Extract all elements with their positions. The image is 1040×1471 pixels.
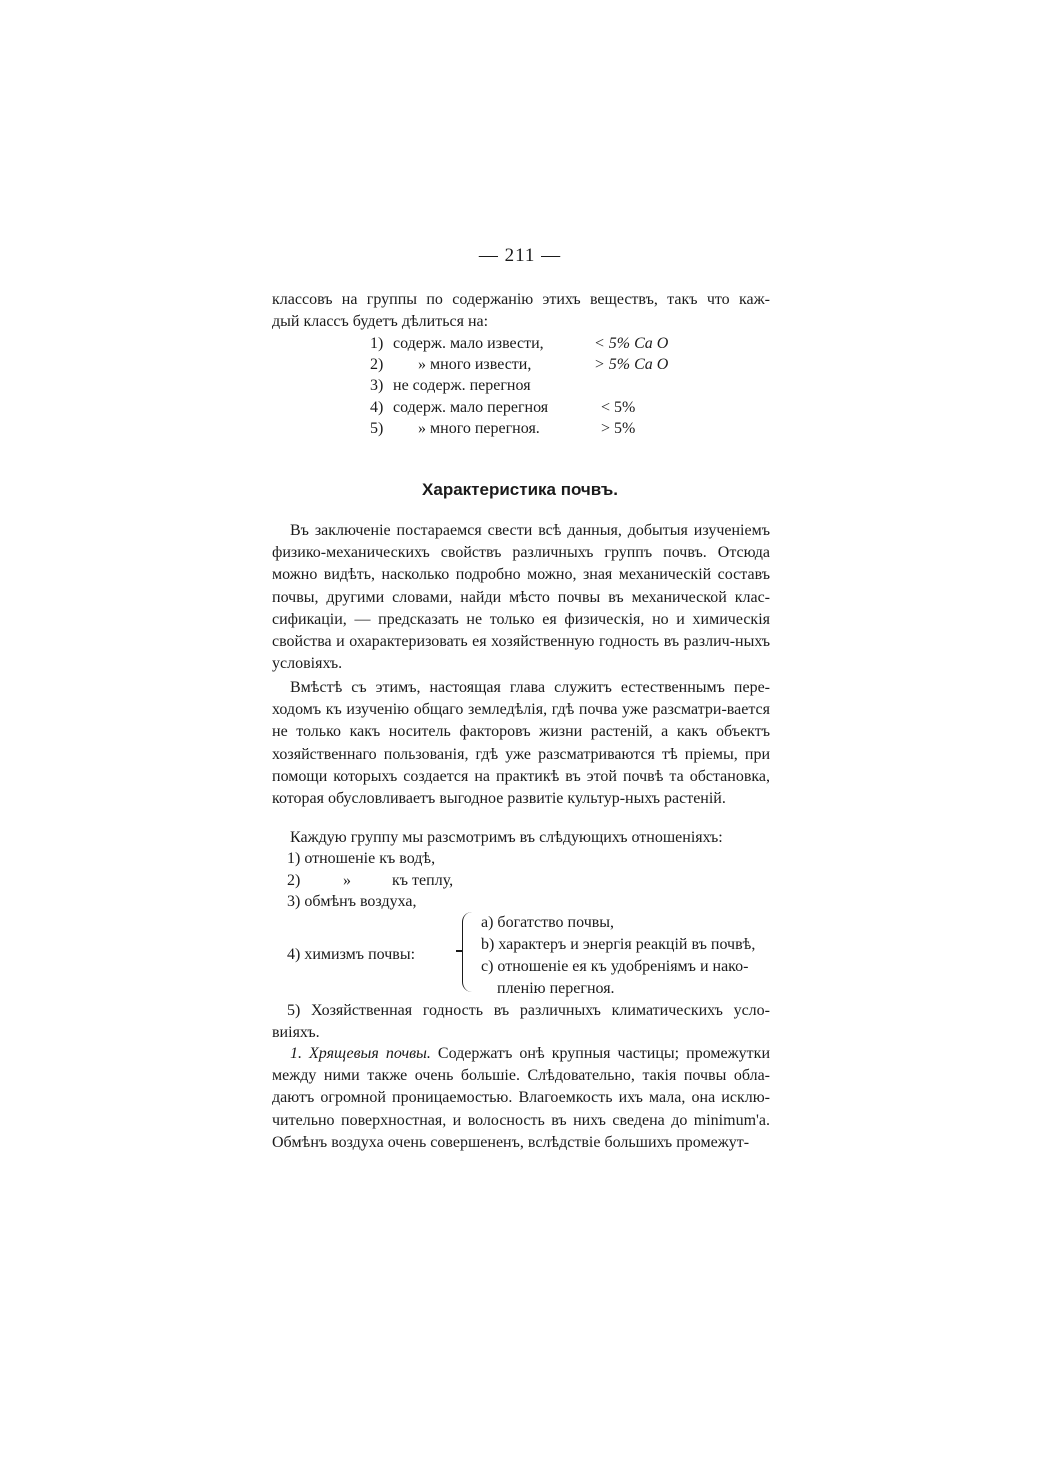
group-cond: > 5% bbox=[601, 420, 636, 437]
group-desc: содерж. мало перегноя bbox=[393, 399, 549, 416]
relation-4c-cont: пленію перегноя. bbox=[497, 980, 615, 997]
relation-4a: a) богатство почвы, bbox=[481, 914, 615, 931]
relation-5: 5) Хозяйственная годность въ различныхъ климатическихъ усло-виіяхъ. bbox=[272, 1002, 770, 1042]
section-heading: Характеристика почвъ. bbox=[422, 480, 618, 499]
group-cond: < 5% Ca O bbox=[594, 335, 669, 352]
paragraph-3: Каждую группу мы разсмотримъ въ слѣдующихъ отношеніяхъ: bbox=[290, 829, 723, 846]
paragraph-4 bbox=[272, 1043, 770, 1154]
relation-1: 1) отношеніе къ водѣ, bbox=[287, 850, 436, 867]
soil-type-title: 1. Хрящевыя почвы. bbox=[290, 1045, 431, 1062]
group-desc: не содерж. перегноя bbox=[393, 377, 531, 394]
relation-num: 2) bbox=[287, 872, 301, 889]
ditto-mark: » bbox=[343, 872, 351, 889]
group-cond: < 5% bbox=[601, 399, 636, 416]
relation-text: къ теплу, bbox=[392, 872, 454, 889]
relation-4c: c) отношеніе ея къ удобреніямъ и нако- bbox=[481, 958, 749, 975]
paragraph-4-text: Содержатъ онѣ крупныя частицы; промежутки между ними также очень большіе. Слѣдовательно, такія почвы обла-даютъ огромной проницаемостью. Влагоемкость ихъ мала, она исклю-чительно поверхностная, и волосность въ нихъ сведена до minimum'а. Обмѣнъ воздуха очень совершененъ, вслѣдствіе большихъ промежут- bbox=[272, 1045, 771, 1151]
brace bbox=[462, 912, 473, 992]
intro-line-2: дый классъ будетъ дѣлиться на: bbox=[272, 313, 489, 330]
relation-3: 3) обмѣнъ воздуха, bbox=[287, 893, 417, 910]
page-number: — 211 — bbox=[478, 245, 562, 266]
group-num: 1) bbox=[370, 335, 384, 352]
relation-4: 4) химизмъ почвы: bbox=[287, 946, 416, 963]
group-num: 4) bbox=[370, 399, 384, 416]
intro-line-1: классовъ на группы по содержанію этихъ веществъ, такъ что каж- bbox=[272, 291, 770, 308]
group-num: 2) bbox=[370, 356, 384, 373]
relation-4b: b) характеръ и энергія реакцій въ почвѣ, bbox=[481, 936, 756, 953]
paragraph-1: Въ заключеніе постараемся свести всѣ данныя, добытыя изученіемъ физико-механическихъ свойствъ различныхъ группъ почвъ. Отсюда можно видѣть, насколько подробно можно, зная механическій составъ почвы, другими словами, найди мѣсто почвы въ механической клас-сификаціи, — предсказать не только ея физическія, но и химическія свойства и охарактеризовать ея хозяйственную годность въ различ-ныхъ условіяхъ. bbox=[272, 522, 770, 673]
group-num: 3) bbox=[370, 377, 384, 394]
group-cond: > 5% Ca O bbox=[594, 356, 669, 373]
group-desc: » много извести, bbox=[418, 356, 532, 373]
group-desc: » много перегноя. bbox=[418, 420, 540, 437]
paragraph-2: Вмѣстѣ съ этимъ, настоящая глава служитъ естественнымъ пере-ходомъ къ изученію общаго земледѣлія, гдѣ почва уже разсматри-вается не только какъ носитель факторовъ жизни растеній, а какъ объектъ хозяйственнаго пользованія, гдѣ уже разсматриваются тѣ пріемы, при помощи которыхъ создается на практикѣ въ этой почвѣ та обстановка, которая обусловливаетъ выгодное развитіе культур-ныхъ растеній. bbox=[272, 679, 770, 808]
group-num: 5) bbox=[370, 420, 384, 437]
brace-tip bbox=[456, 950, 463, 952]
group-desc: содерж. мало извести, bbox=[393, 335, 544, 352]
